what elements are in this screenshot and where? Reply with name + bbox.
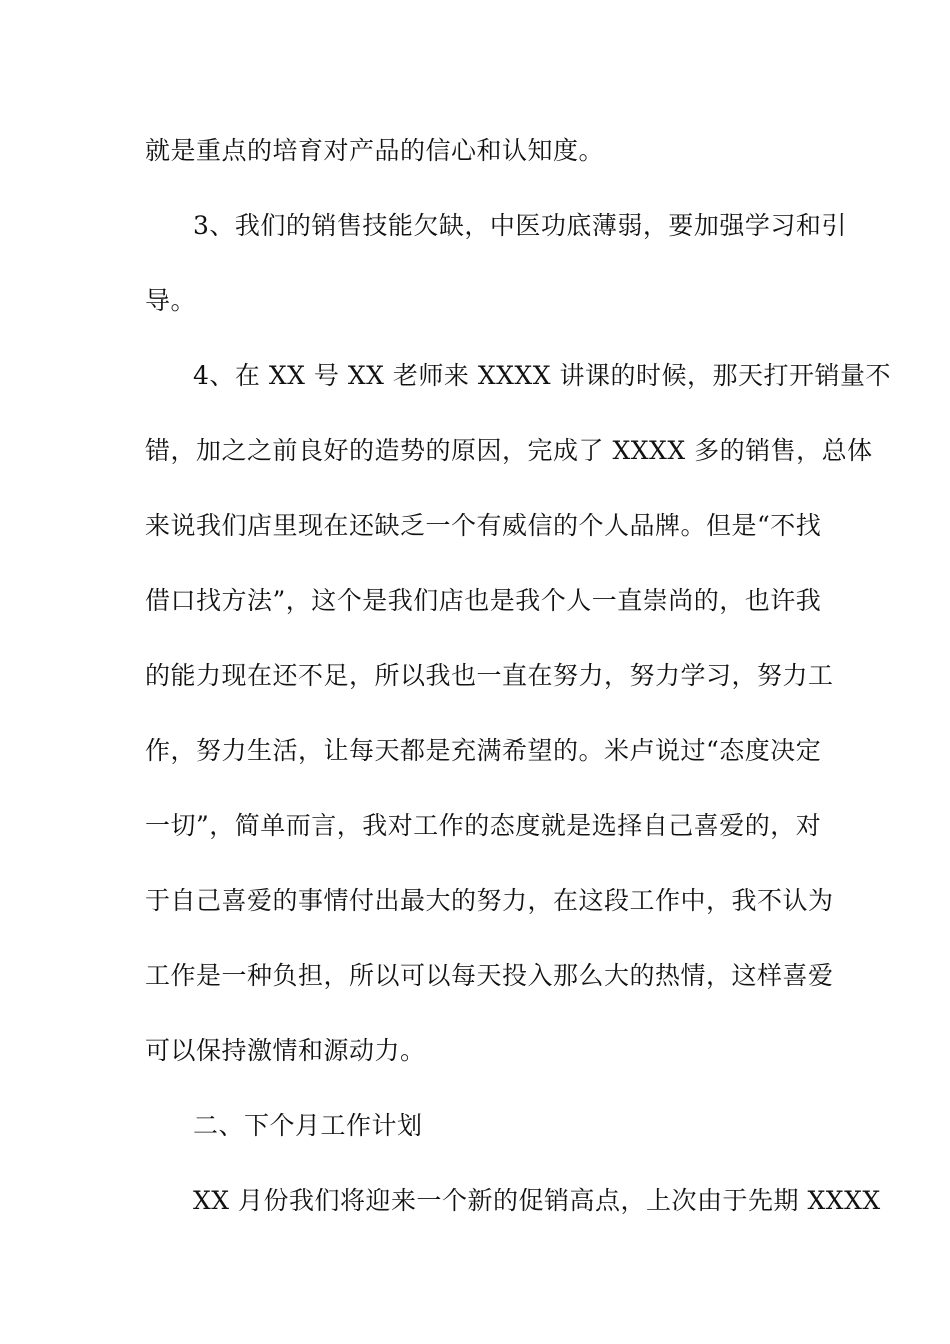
- list-item-3-line-1: 3、我们的销售技能欠缺，中医功底薄弱，要加强学习和引: [193, 211, 847, 240]
- text-line: 的能力现在还不足，所以我也一直在努力，努力学习，努力工: [145, 661, 834, 690]
- section-heading: 二、下个月工作计划: [193, 1111, 423, 1140]
- text-line: 来说我们店里现在还缺乏一个有威信的个人品牌。但是“不找: [145, 511, 822, 540]
- text-line: 借口找方法”，这个是我们店也是我个人一直崇尚的，也许我: [145, 586, 822, 615]
- text-line: 错，加之之前良好的造势的原因，完成了 XXXX 多的销售，总体: [145, 436, 873, 465]
- list-item-3-line-2: 导。: [145, 286, 197, 315]
- text-line: 工作是一种负担，所以可以每天投入那么大的热情，这样喜爱: [145, 961, 834, 990]
- text-line: 于自己喜爱的事情付出最大的努力，在这段工作中，我不认为: [145, 886, 834, 915]
- text-line: 可以保持激情和源动力。: [145, 1036, 426, 1065]
- text-line: 就是重点的培育对产品的信心和认知度。: [145, 136, 605, 165]
- text-line: XX 月份我们将迎来一个新的促销高点，上次由于先期 XXXX: [193, 1186, 881, 1215]
- list-item-4-line-1: 4、在 XX 号 XX 老师来 XXXX 讲课的时候，那天打开销量不: [193, 361, 891, 390]
- text-line: 作，努力生活，让每天都是充满希望的。米卢说过“态度决定: [145, 736, 822, 765]
- text-line: 一切”，简单而言，我对工作的态度就是选择自己喜爱的，对: [145, 811, 822, 840]
